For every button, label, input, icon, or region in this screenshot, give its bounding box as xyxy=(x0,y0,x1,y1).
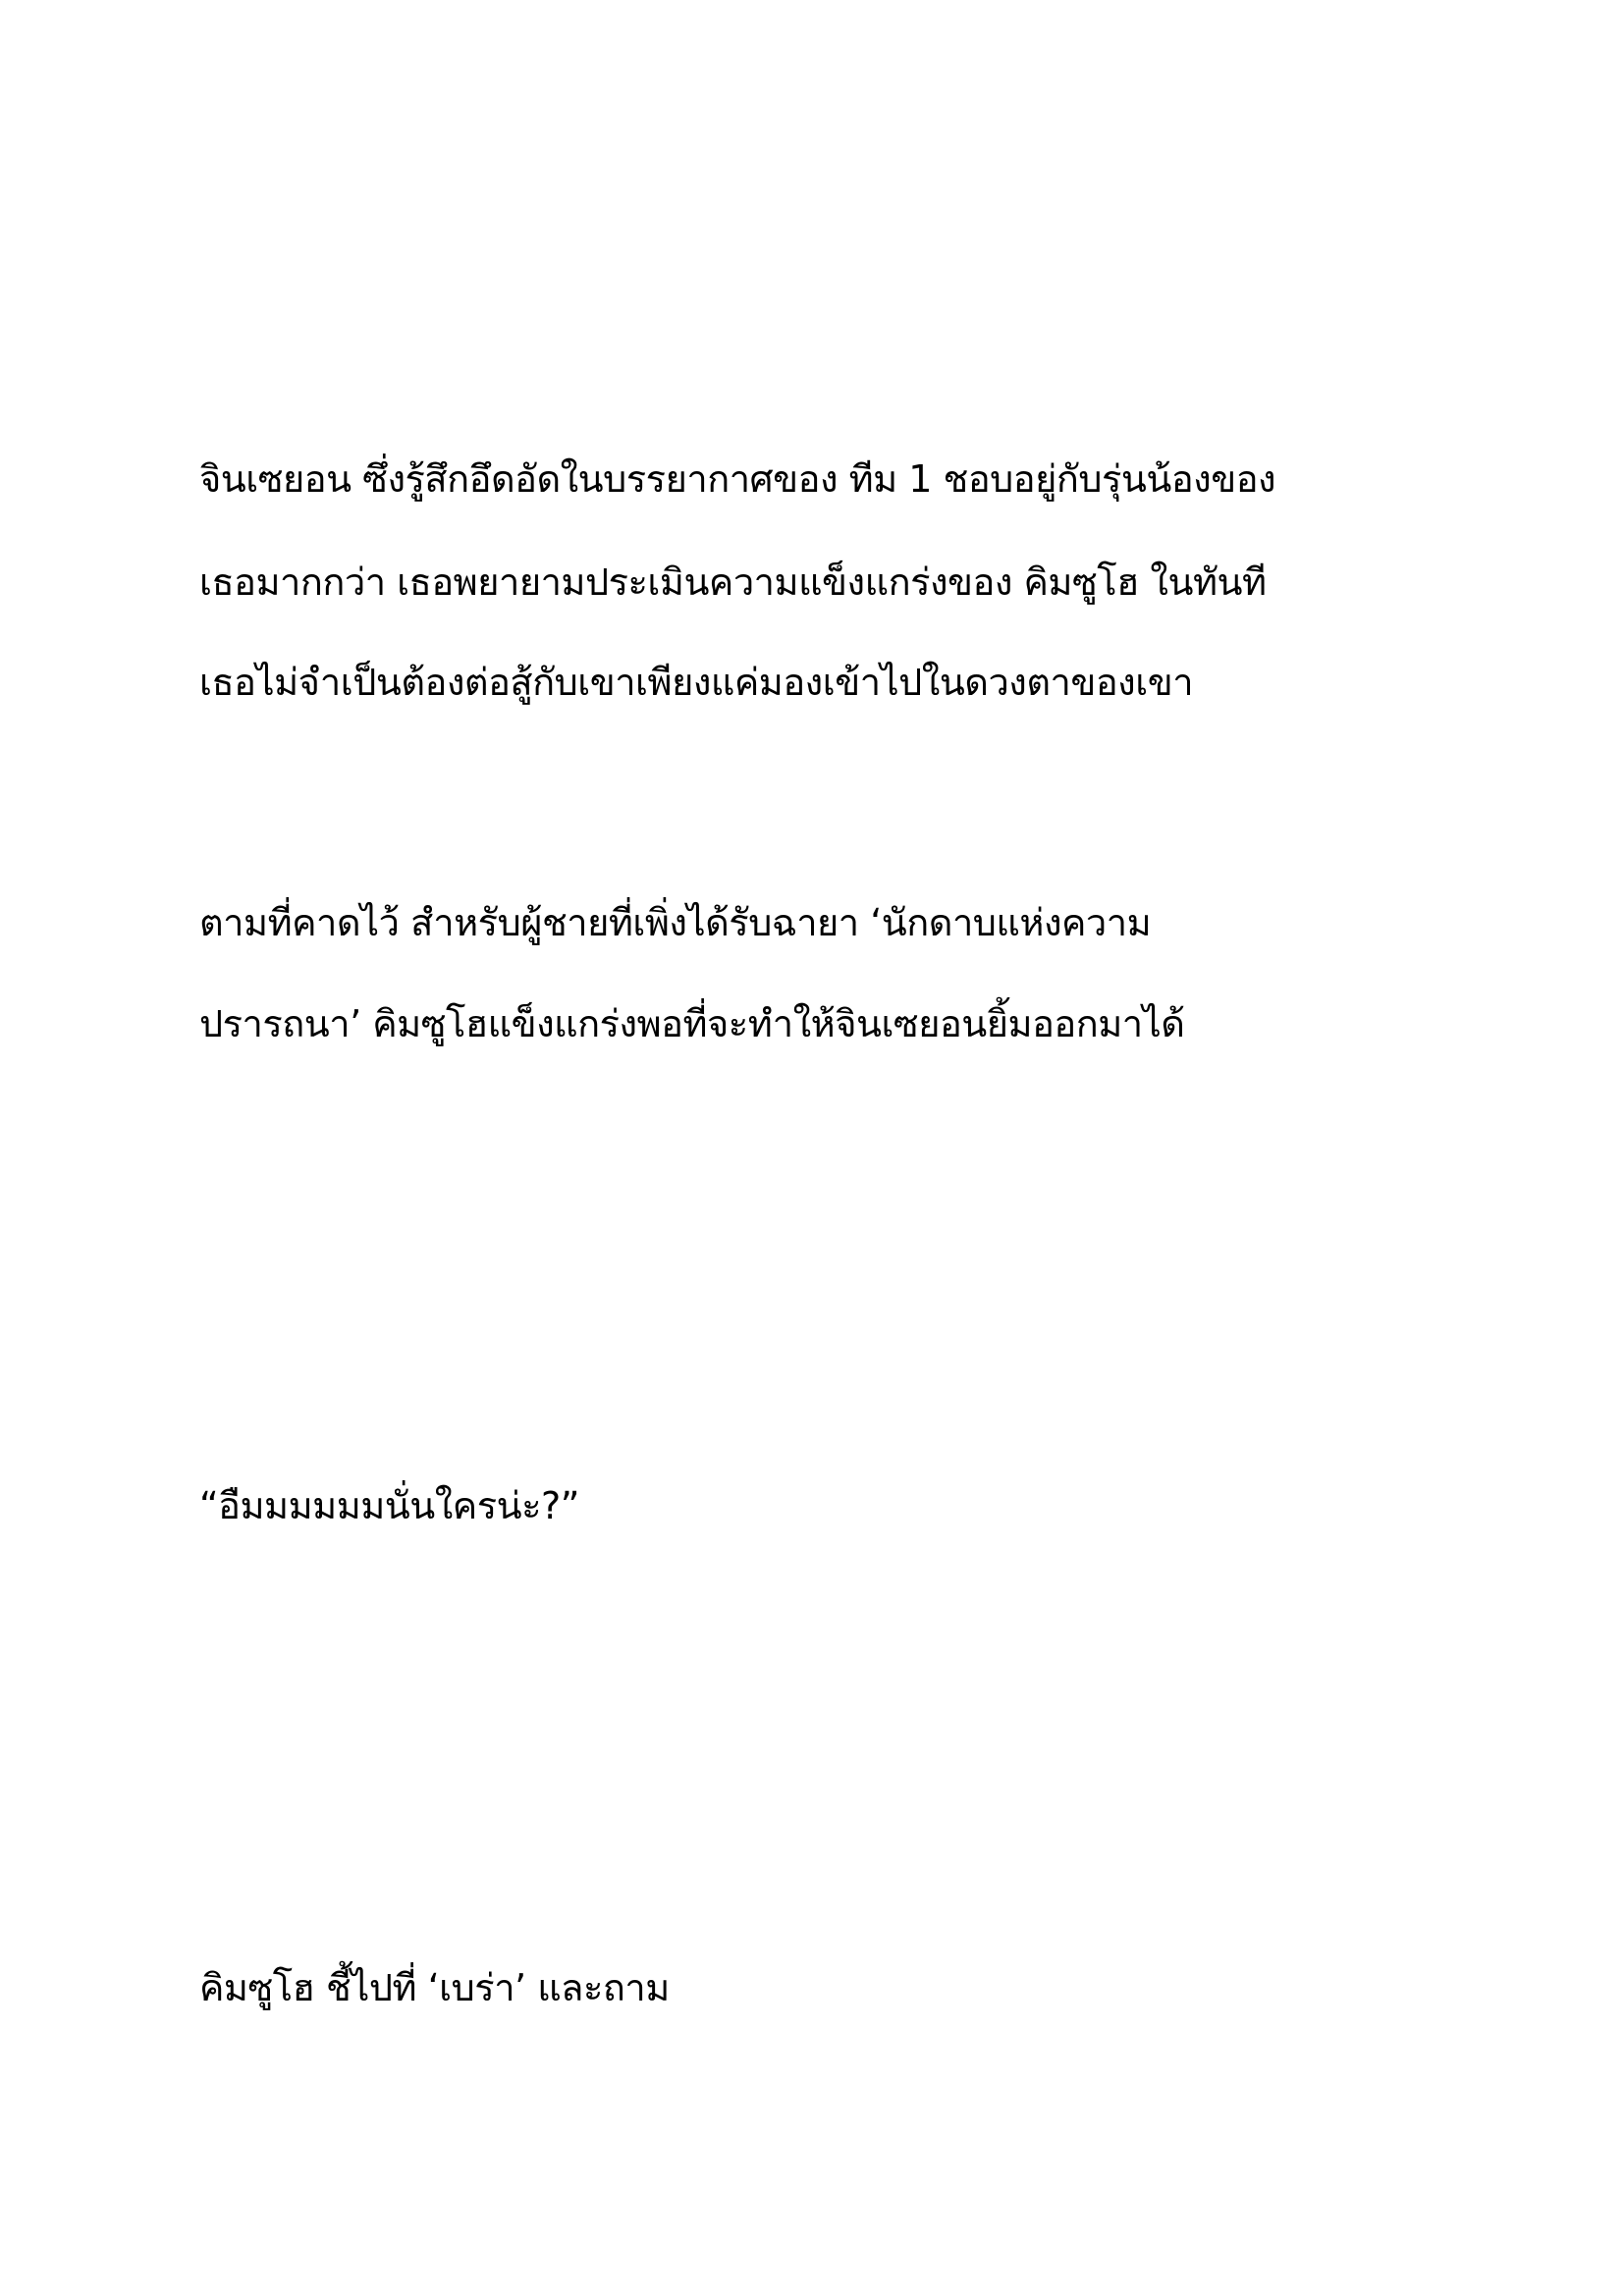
text-line: คิมซูโฮ ชี้ไปที่ ‘เบร่า’ และถาม xyxy=(199,1966,670,2009)
dialogue-line: “อืมมมมมมนั่นใครน่ะ?” xyxy=(199,1484,579,1527)
text-line: จินเซยอน ซึ่งรู้สึกอึดอัดในบรรยากาศของ ทีม 1 ชอบอยู่กับรุ่นน้องของ xyxy=(199,457,1276,501)
text-line: เธอไม่จำเป็นต้องต่อสู้กับเขาเพียงแค่มองเข้าไปในดวงตาของเขา xyxy=(199,661,1194,704)
text-line: เธอมากกว่า เธอพยายามประเมินความแข็งแกร่งของ คิมซูโฮ ในทันที xyxy=(199,561,1267,604)
text-line: ปรารถนา’ คิมซูโฮแข็งแกร่งพอที่จะทำให้จินเซยอนยิ้มออกมาได้ xyxy=(199,1002,1185,1045)
text-line: ตามที่คาดไว้ สำหรับผู้ชายที่เพิ่งได้รับฉายา ‘นักดาบแห่งความ xyxy=(199,901,1152,944)
